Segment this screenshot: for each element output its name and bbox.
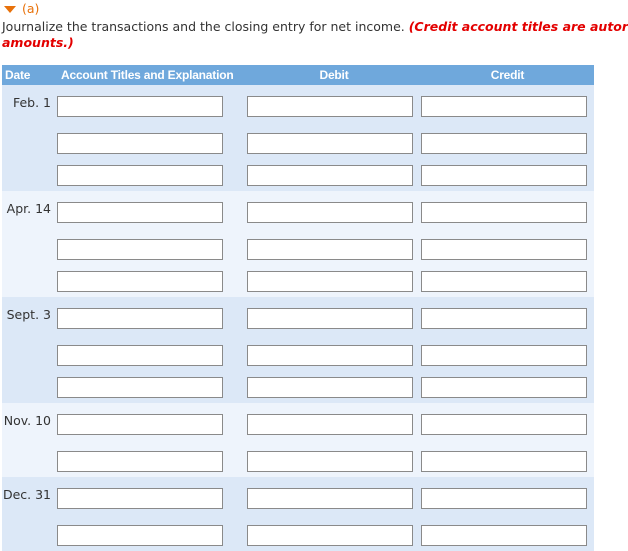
debit-input[interactable] [247,133,413,154]
entry-date [2,519,57,551]
journal-row [2,265,594,297]
account-title-cell [57,159,247,191]
debit-input[interactable] [247,488,413,509]
account-title-cell [57,371,247,403]
debit-cell [247,233,421,265]
journal-row [2,371,594,403]
journal-row [2,403,594,445]
credit-input[interactable] [421,377,587,398]
credit-cell [421,477,594,519]
credit-cell [421,297,594,339]
instructions [2,19,628,51]
debit-cell [247,159,421,191]
credit-cell [421,371,594,403]
credit-input[interactable] [421,451,587,472]
journal-body [2,85,594,551]
entry-date [2,371,57,403]
debit-input[interactable] [247,239,413,260]
entry-date [2,265,57,297]
credit-input[interactable] [421,165,587,186]
debit-cell [247,371,421,403]
journal-row [2,127,594,159]
entry-date: Dec. 31 [2,477,57,519]
credit-input[interactable] [421,96,587,117]
account-title-cell [57,127,247,159]
credit-cell [421,233,594,265]
debit-cell [247,127,421,159]
debit-cell [247,445,421,477]
debit-input[interactable] [247,525,413,546]
instructions-note-continued: amounts.) [2,35,74,50]
account-title-cell [57,339,247,371]
debit-cell [247,403,421,445]
entry-date: Nov. 10 [2,403,57,445]
credit-input[interactable] [421,525,587,546]
account-title-input[interactable] [57,414,223,435]
credit-cell [421,191,594,233]
credit-cell [421,339,594,371]
account-title-input[interactable] [57,488,223,509]
debit-input[interactable] [247,202,413,223]
debit-input[interactable] [247,165,413,186]
account-title-input[interactable] [57,133,223,154]
header-debit: Debit [247,65,421,85]
account-title-cell [57,519,247,551]
account-title-cell [57,85,247,127]
instructions-text: Journalize the transactions and the closing entry for net income. [2,19,405,34]
journal-entry-table [2,65,594,551]
entry-date [2,445,57,477]
debit-input[interactable] [247,96,413,117]
account-title-input[interactable] [57,377,223,398]
section-header[interactable] [4,0,39,17]
credit-input[interactable] [421,414,587,435]
account-title-input[interactable] [57,165,223,186]
header-credit: Credit [421,65,594,85]
entry-date: Sept. 3 [2,297,57,339]
credit-cell [421,519,594,551]
debit-cell [247,339,421,371]
debit-cell [247,297,421,339]
credit-cell [421,445,594,477]
credit-cell [421,403,594,445]
account-title-cell [57,403,247,445]
account-title-cell [57,191,247,233]
account-title-input[interactable] [57,96,223,117]
header-account-titles: Account Titles and Explanation [57,65,247,85]
credit-input[interactable] [421,202,587,223]
instructions-note: (Credit account titles are autor [408,19,628,34]
entry-date [2,159,57,191]
credit-input[interactable] [421,488,587,509]
account-title-cell [57,477,247,519]
collapse-triangle-icon[interactable] [4,6,16,13]
credit-cell [421,127,594,159]
account-title-input[interactable] [57,202,223,223]
account-title-input[interactable] [57,239,223,260]
account-title-cell [57,445,247,477]
debit-cell [247,191,421,233]
credit-input[interactable] [421,271,587,292]
credit-cell [421,85,594,127]
debit-cell [247,519,421,551]
debit-cell [247,85,421,127]
debit-input[interactable] [247,414,413,435]
entry-date [2,127,57,159]
journal-row [2,445,594,477]
credit-input[interactable] [421,308,587,329]
section-label: (a) [22,1,40,16]
entry-date: Apr. 14 [2,191,57,233]
account-title-input[interactable] [57,451,223,472]
debit-input[interactable] [247,451,413,472]
credit-cell [421,265,594,297]
entry-date [2,339,57,371]
journal-row [2,85,594,127]
table-header-row [2,65,594,85]
journal-row [2,339,594,371]
account-title-input[interactable] [57,345,223,366]
debit-cell [247,265,421,297]
journal-row [2,297,594,339]
account-title-cell [57,265,247,297]
journal-row [2,519,594,551]
account-title-input[interactable] [57,525,223,546]
entry-date: Feb. 1 [2,85,57,127]
journal-row [2,159,594,191]
credit-input[interactable] [421,239,587,260]
account-title-input[interactable] [57,308,223,329]
debit-input[interactable] [247,271,413,292]
debit-input[interactable] [247,345,413,366]
debit-input[interactable] [247,377,413,398]
entry-date [2,233,57,265]
journal-row [2,191,594,233]
credit-cell [421,159,594,191]
journal-row [2,477,594,519]
credit-input[interactable] [421,133,587,154]
account-title-cell [57,233,247,265]
account-title-cell [57,297,247,339]
account-title-input[interactable] [57,271,223,292]
journal-row [2,233,594,265]
debit-cell [247,477,421,519]
credit-input[interactable] [421,345,587,366]
header-date: Date [2,65,57,85]
debit-input[interactable] [247,308,413,329]
